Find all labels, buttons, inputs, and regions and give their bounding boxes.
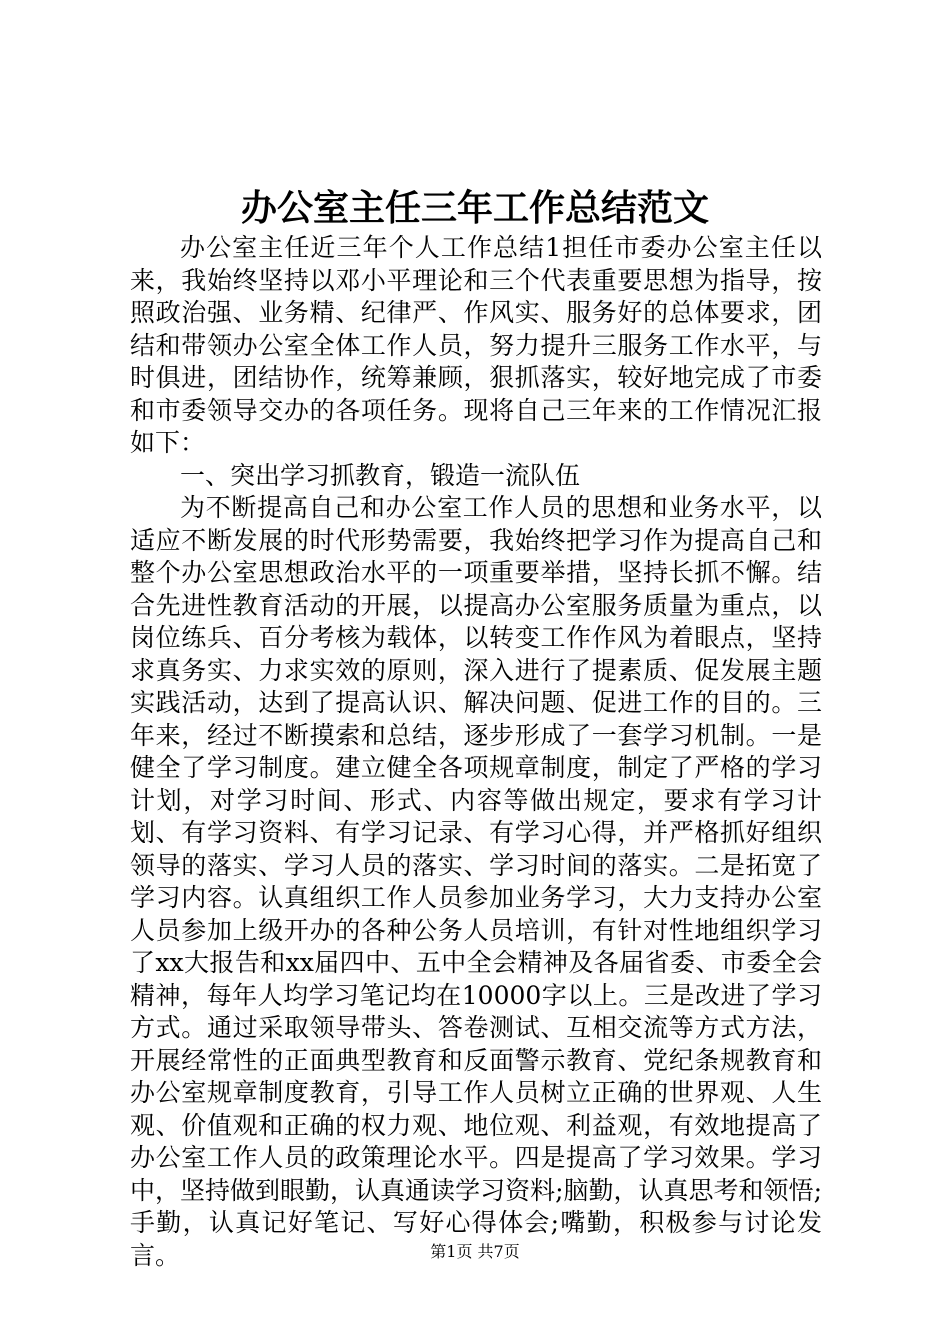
document-body: [130, 232, 822, 1272]
page-number: 第1页 共7页: [430, 1242, 520, 1261]
section-heading: 一、突出学习抓教育，锻造一流队伍: [180, 460, 581, 490]
intro-paragraph: 办公室主任近三年个人工作总结1担任市委办公室主任以来，我始终坚持以邓小平理论和三个代表重要思想为指导，按照政治强、业务精、纪律严、作风实、服务好的总体要求，团结和带领办公室全体工作人员，努力提升三服务工作水平，与时俱进，团结协作，统筹兼顾，狠抓落实，较好地完成了市委和市委领导交办的各项任务。现将自己三年来的工作情况汇报如下：: [130, 233, 822, 457]
body-paragraph: 为不断提高自己和办公室工作人员的思想和业务水平，以适应不断发展的时代形势需要，我始终把学习作为提高自己和整个办公室思想政治水平的一项重要举措，坚持长抓不懈。结合先进性教育活动的开展，以提高办公室服务质量为重点，以岗位练兵、百分考核为载体，以转变工作作风为着眼点，坚持求真务实、力求实效的原则，深入进行了提素质、促发展主题实践活动，达到了提高认识、解决问题、促进工作的目的。三年来，经过不断摸索和总结，逐步形成了一套学习机制。一是健全了学习制度。建立健全各项规章制度，制定了严格的学习计划，对学习时间、形式、内容等做出规定，要求有学习计划、有学习资料、有学习记录、有学习心得，并严格抓好组织领导的落实、学习人员的落实、学习时间的落实。二是拓宽了学习内容。认真组织工作人员参加业务学习，大力支持办公室人员参加上级开办的各种公务人员培训，有针对性地组织学习了xx大报告和xx届四中、五中全会精神及各届省委、市委全会精神，每年人均学习笔记均在10000字以上。三是改进了学习方式。通过采取领导带头、答卷测试、互相交流等方式方法，开展经常性的正面典型教育和反面警示教育、党纪条规教育和办公室规章制度教育，引导工作人员树立正确的世界观、人生观、价值观和正确的权力观、地位观、利益观，有效地提高了办公室工作人员的政策理论水平。四是提高了学习效果。学习中，坚持做到眼勤，认真通读学习资料;脑勤，认真思考和领悟;手勤，认真记好笔记、写好心得体会;嘴勤，积极参与讨论发言。: [130, 493, 822, 1270]
document-title: 办公室主任三年工作总结范文: [240, 187, 709, 229]
